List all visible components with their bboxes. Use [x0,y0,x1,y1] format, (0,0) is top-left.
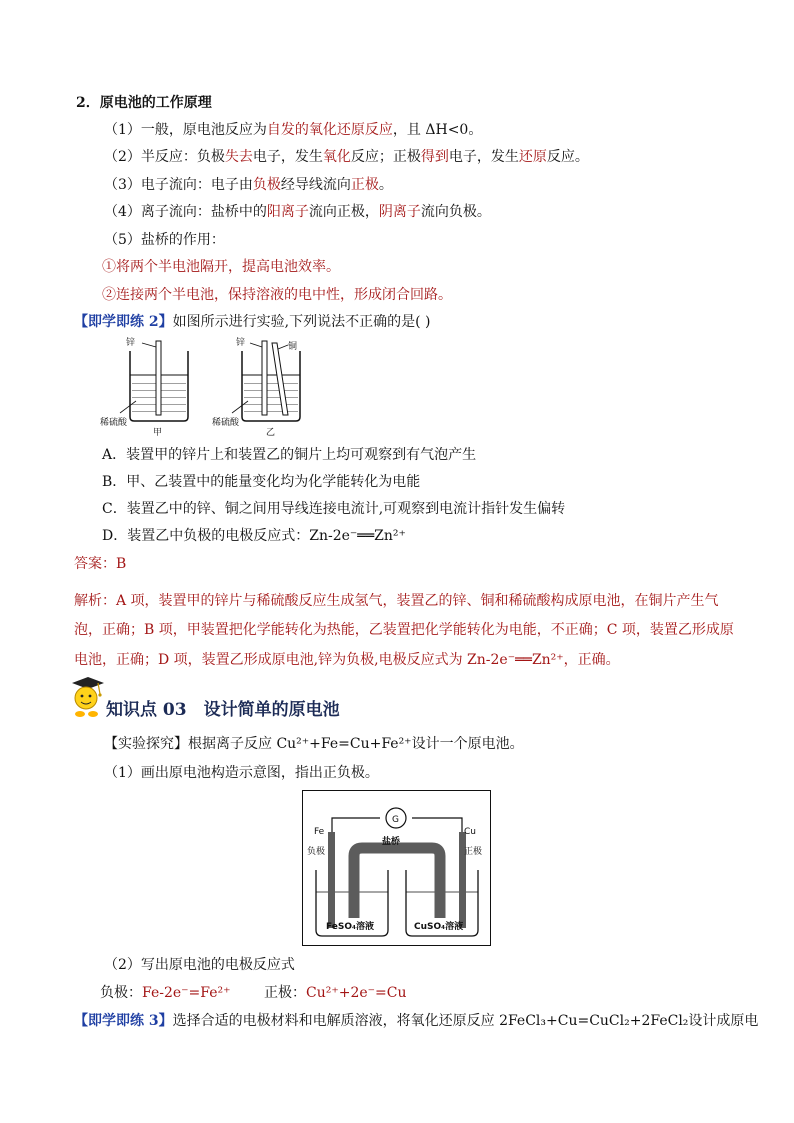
svg-text:盐桥: 盐桥 [382,837,401,847]
fe-electrode [328,832,335,928]
practice-3-question: 【即学即练 3】选择合适的电极材料和电解质溶液，将氧化还原反应 2FeCl₃+Cu=CuCl₂+2FeCl₂设计成原电 [74,1013,759,1029]
beaker-yi [232,341,300,421]
option-a: A．装置甲的锌片上和装置乙的铜片上均可观察到有气泡产生 [102,447,477,463]
svg-text:CuSO₄溶液: CuSO₄溶液 [414,922,464,932]
fig-label-zinc-1: 锌 [126,338,136,348]
analysis-line-3: 电池，正确；D 项，装置乙形成原电池,锌为负极,电极反应式为 Zn-2e⁻══Zn²⁺，正确。 [74,652,620,668]
fig-caption-yi: 乙 [266,428,276,438]
option-b: B．甲、乙装置中的能量变化均为化学能转化为电能 [102,474,421,490]
option-c: C．装置乙中的锌、铜之间用导线连接电流计,可观察到电流计指针发生偏转 [102,501,566,517]
answer-text: 答案：B [74,556,127,572]
svg-text:G: G [392,815,399,825]
section-heading: 2．原电池的工作原理 [76,95,212,111]
principle-item-2: （2）半反应：负极失去电子，发生氧化反应；正极得到电子，发生还原反应。 [104,149,589,165]
svg-text:Cu: Cu [464,827,476,837]
galvanic-cell-figure [302,790,491,946]
salt-bridge-role-2: ②连接两个半电池，保持溶液的电中性，形成闭合回路。 [102,287,452,303]
negative-electrode-equation: 负极：Fe-2e⁻=Fe²⁺ [100,985,231,1001]
salt-bridge-role-1: ①将两个半电池隔开，提高电池效率。 [102,259,340,275]
principle-item-3: （3）电子流向：电子由负极经导线流向正极。 [104,177,393,193]
svg-text:正极: 正极 [464,847,483,857]
fig-label-copper: 铜 [288,342,298,352]
fig-caption-jia: 甲 [153,428,163,438]
fig-label-zinc-2: 锌 [236,338,246,348]
question-1: （1）画出原电池构造示意图，指出正负极。 [104,765,379,781]
principle-item-4: （4）离子流向：盐桥中的阳离子流向正极，阴离子流向负极。 [104,204,491,220]
fig-label-acid-1: 稀硫酸 [100,418,128,428]
svg-text:FeSO₄溶液: FeSO₄溶液 [326,922,374,932]
practice-2-question: 【即学即练 2】如图所示进行实验,下列说法不正确的是( ) [74,314,431,330]
question-2: （2）写出原电池的电极反应式 [104,957,295,973]
beaker-jia [120,341,188,421]
svg-text:负极: 负极 [307,847,326,857]
fig-label-acid-2: 稀硫酸 [212,418,240,428]
section-3-title: 知识点 03 设计简单的原电池 [106,700,340,720]
principle-item-1: （1）一般，原电池反应为自发的氧化还原反应，且 ΔH<0。 [104,122,483,138]
option-d: D．装置乙中负极的电极反应式：Zn-2e⁻══Zn²⁺ [102,528,406,544]
analysis-line-1: 解析：A 项，装置甲的锌片与稀硫酸反应生成氢气，装置乙的锌、铜和稀硫酸构成原电池，在铜片产生气 [74,593,719,609]
positive-electrode-equation: 正极：Cu²⁺+2e⁻=Cu [264,985,407,1001]
principle-item-5: （5）盐桥的作用： [104,232,225,248]
experiment-intro: 【实验探究】根据离子反应 Cu²⁺+Fe=Cu+Fe²⁺设计一个原电池。 [104,736,524,752]
zinc-copper-beakers-figure [100,333,312,441]
analysis-line-2: 泡，正确；B 项，甲装置把化学能转化为热能，乙装置把化学能转化为电能，不正确；C 项，装置乙形成原 [74,622,734,638]
scholar-mascot-icon [66,674,106,720]
svg-text:Fe: Fe [314,827,325,837]
